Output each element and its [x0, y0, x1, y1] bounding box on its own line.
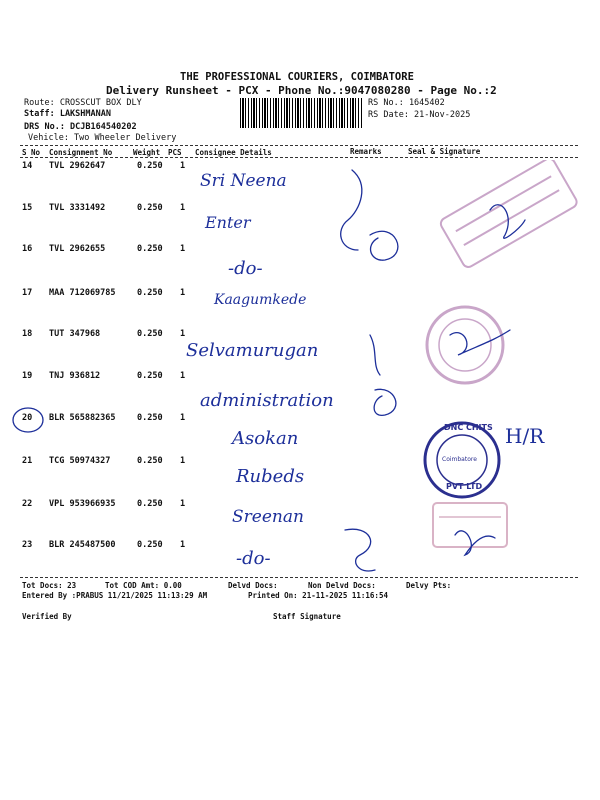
- row-consignment: VPL 953966935: [49, 499, 116, 509]
- consignee-handwriting: Kaagumkede: [214, 292, 307, 308]
- stamp-center-text: Coimbatore: [442, 456, 477, 463]
- row-sno: 21: [22, 456, 33, 466]
- consignee-handwriting: Rubeds: [236, 466, 305, 487]
- vehicle-label: Vehicle: Two Wheeler Delivery: [28, 133, 177, 143]
- rs-date: RS Date: 21-Nov-2025: [368, 110, 471, 120]
- row-weight: 0.250: [137, 413, 163, 423]
- col-sno: S No: [22, 148, 41, 157]
- row-weight: 0.250: [137, 499, 163, 509]
- row-pcs: 1: [180, 203, 186, 213]
- row-sno: 22: [22, 499, 33, 509]
- row-weight: 0.250: [137, 329, 163, 339]
- header-rule-top: [20, 145, 578, 146]
- delivered-docs: Delvd Docs:: [228, 581, 278, 590]
- row-pcs: 1: [180, 161, 186, 171]
- row-pcs: 1: [180, 288, 186, 298]
- staff-label: Staff: LAKSHMANAN: [24, 109, 111, 119]
- total-docs: Tot Docs: 23: [22, 581, 77, 590]
- consignee-handwriting: -do-: [236, 548, 271, 569]
- row-consignment: TUT 347968: [49, 329, 101, 339]
- row-sno: 23: [22, 540, 33, 550]
- row-weight: 0.250: [137, 244, 163, 254]
- row-pcs: 1: [180, 456, 186, 466]
- delivery-points: Delvy Pts:: [406, 581, 452, 590]
- row-weight: 0.250: [137, 161, 163, 171]
- entered-by: Entered By :PRABUS 11/21/2025 11:13:29 AM: [22, 591, 208, 600]
- consignee-handwriting: administration: [200, 390, 334, 411]
- consignee-handwriting: Sreenan: [232, 507, 304, 527]
- route-label: Route: CROSSCUT BOX DLY: [24, 98, 142, 108]
- signature-scribbles: [330, 160, 590, 580]
- row-consignment: MAA 712069785: [49, 288, 116, 298]
- row-pcs: 1: [180, 329, 186, 339]
- company-title: THE PROFESSIONAL COURIERS, COIMBATORE: [180, 71, 414, 83]
- remark-hr: H/R: [505, 424, 545, 448]
- row-consignment: TVL 3331492: [49, 203, 106, 213]
- col-pcs: PCS: [168, 148, 182, 157]
- row-sno: 18: [22, 329, 33, 339]
- stamp-text-top: DNC CHITS: [444, 423, 493, 432]
- row-weight: 0.250: [137, 371, 163, 381]
- total-cod: Tot COD Amt: 0.00: [105, 581, 182, 590]
- row-consignment: TCG 50974327: [49, 456, 111, 466]
- row-consignment: TNJ 936812: [49, 371, 101, 381]
- col-weight: Weight: [133, 148, 161, 157]
- row-pcs: 1: [180, 540, 186, 550]
- rs-number: RS No.: 1645402: [368, 98, 445, 108]
- footer-rule: [20, 577, 578, 578]
- row-weight: 0.250: [137, 203, 163, 213]
- col-remarks: Remarks: [350, 147, 382, 156]
- consignee-handwriting: -do-: [228, 258, 263, 279]
- row-sno: 19: [22, 371, 33, 381]
- consignee-handwriting: Asokan: [232, 428, 299, 449]
- runsheet-title: Delivery Runsheet - PCX - Phone No.:9047080280 - Page No.:2: [106, 84, 497, 97]
- row-sno: 17: [22, 288, 33, 298]
- verified-by: Verified By: [22, 612, 72, 621]
- consignee-handwriting: Selvamurugan: [186, 340, 319, 361]
- consignee-handwriting: Enter: [205, 213, 251, 232]
- row-consignment: BLR 565882365: [49, 413, 116, 423]
- header-rule-bottom: [20, 157, 578, 158]
- row-sno: 14: [22, 161, 33, 171]
- row-sno: 20: [22, 413, 33, 423]
- row-pcs: 1: [180, 499, 186, 509]
- row-consignment: TVL 2962655: [49, 244, 106, 254]
- printed-on: Printed On: 21-11-2025 11:16:54: [248, 591, 388, 600]
- consignee-handwriting: Sri Neena: [200, 171, 287, 191]
- circle-mark: [10, 404, 46, 436]
- non-delivered-docs: Non Delvd Docs:: [308, 581, 376, 590]
- row-weight: 0.250: [137, 456, 163, 466]
- row-sno: 16: [22, 244, 33, 254]
- col-consignment: Consignment No: [49, 148, 113, 157]
- row-sno: 15: [22, 203, 33, 213]
- row-pcs: 1: [180, 371, 186, 381]
- row-weight: 0.250: [137, 288, 163, 298]
- barcode: [240, 98, 363, 128]
- col-seal-signature: Seal & Signature: [408, 147, 481, 156]
- col-consignee: Consignee Details: [195, 148, 272, 157]
- row-pcs: 1: [180, 413, 186, 423]
- row-pcs: 1: [180, 244, 186, 254]
- staff-signature: Staff Signature: [273, 612, 341, 621]
- row-weight: 0.250: [137, 540, 163, 550]
- row-consignment: TVL 2962647: [49, 161, 106, 171]
- row-consignment: BLR 245487500: [49, 540, 116, 550]
- stamp-text-bottom: PVT LTD: [446, 482, 483, 491]
- drs-number: DRS No.: DCJB164540202: [24, 122, 137, 132]
